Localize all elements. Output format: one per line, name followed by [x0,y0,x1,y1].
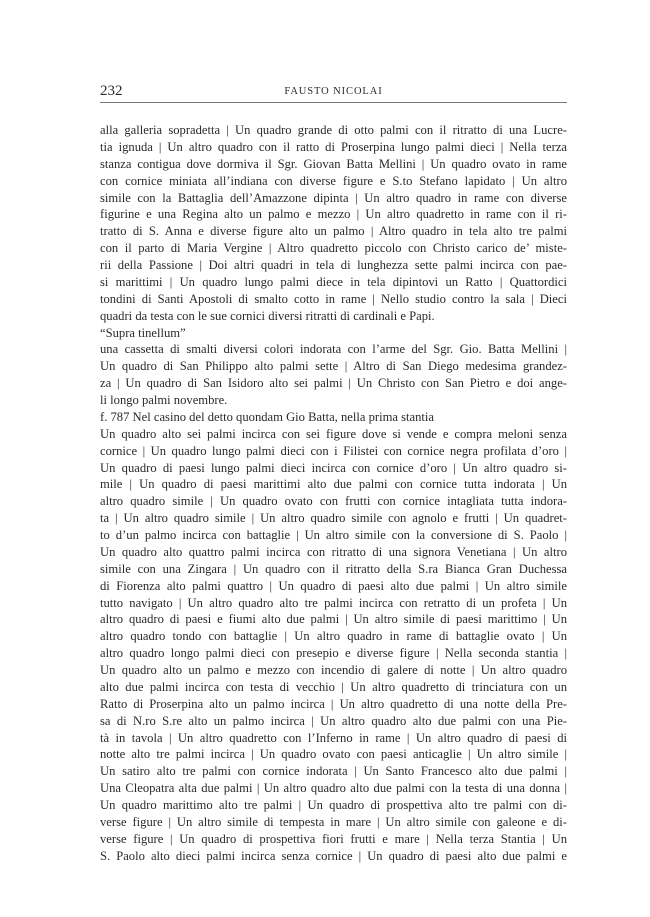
text-line: Un quadro di paesi lungo palmi dieci incirca con cornice d’oro | Un altro quadro si- [100,460,567,475]
page-number: 232 [100,83,123,99]
text-line: alto due palmi incirca con testa di vecchio | Un altro quadretto di trinciatura con un [100,679,567,694]
text-line: notte alto tre palmi incirca | Un quadro ovato con paesi anticaglie | Un altro simile | [100,747,567,762]
text-line: tia ignuda | Un altro quadro con il ratto di Proserpina lungo palmi dieci | Nella terza [100,139,567,154]
text-line: ta | Un altro quadro simile | Un altro quadro simile con agnolo e frutti | Un quadret- [100,511,567,526]
text-line: altro quadro tondo con battaglie | Un altro quadro in rame di battaglie ovato | Un [100,629,567,644]
body-text [100,122,567,865]
text-line: mile | Un quadro di paesi marittimi alto due palmi con cornice tutta indorata | Un [100,477,567,492]
text-line: Un quadro alto sei palmi incirca con sei figure dove si vende e compra meloni senza [100,426,567,441]
text-line: altro quadro longo palmi dieci con presepio e diverse figure | Nella seconda stantia | [100,646,567,661]
text-line: quadri da testa con le sue cornici diversi ritratti di cardinali e Papi. [100,308,435,323]
running-head-author: FAUSTO NICOLAI [284,86,383,97]
text-line: simile con una Zingara | Un quadro con il ritratto della S.ra Bianca Gran Duchessa [100,561,567,576]
text-line: Un quadro alto quattro palmi incirca con ritratto di una signora Venetiana | Un altro [100,544,567,559]
text-line: Un satiro alto tre palmi con cornice indorata | Un Santo Francesco alto due palmi | [100,764,567,779]
text-line: tratto di S. Anna e diverse figure alto un palmo | Altro quadro in tela alto tre palmi [100,224,567,239]
text-line: Un quadro alto un palmo e mezzo con incendio di galere di notte | Un altro quadro [100,663,567,677]
text-line: di Fiorenza alto palmi quattro | Un quadro di paesi alto due palmi | Un altro simile [100,578,567,593]
running-header [100,82,567,104]
text-line: si marittimi | Un quadro lungo palmi diece in tela dipintovi un Ratto | Quattordici [100,274,567,289]
text-line: Un quadro marittimo alto tre palmi | Un quadro di prospettiva alto tre palmi con di- [100,798,567,812]
text-line: to d’un palmo incirca con battaglie | Un altro simile con la conversione di S. Paolo | [100,528,567,542]
text-line: altro quadro simile | Un quadro ovato con frutti con cornice intagliata tutta indora- [100,494,567,509]
text-line: Una Cleopatra alta due palmi | Un altro quadro alto due palmi con la testa di una donna | [100,781,567,796]
header-rule [100,102,567,103]
text-line: za | Un quadro di San Isidoro alto sei palmi | Un Christo con San Pietro e doi ange- [100,376,567,391]
text-line: verse figure | Un quadro di prospettiva fiori frutti e mare | Nella terza Stantia | Un [100,831,567,846]
text-line: Ratto di Proserpina alto un palmo incirca | Un altro quadretto di una notte della Pre- [100,696,567,711]
text-line: tondini di Santi Apostoli di smalto cotto in rame | Nello studio contro la sala | Dieci [100,291,567,306]
text-line: verse figure | Un altro simile di tempesta in mare | Un altro simile con galeone e di- [100,814,567,829]
text-line: Un quadro di San Philippo alto palmi sette | Altro di San Diego medesima grandez- [100,359,567,374]
text-line: S. Paolo alto dieci palmi incirca senza cornice | Un quadro di paesi alto due palmi e [100,848,567,863]
text-line: sa di N.ro S.re alto un palmo incirca | Un altro quadro alto due palmi con una Pie- [100,713,567,728]
text-line: f. 787 Nel casino del detto quondam Gio Batta, nella prima stantia [100,409,434,424]
text-line: stanza contigua dove dormiva il Sgr. Giovan Batta Mellini | Un quadro ovato in rame [100,156,567,171]
text-line: con cornice miniata all’indiana con diverse figure e S.to Stefano lapidato | Un altro [100,173,567,188]
text-line: cornice | Un quadro lungo palmi dieci con i Filistei con cornice negra profilata d’oro | [100,443,567,458]
text-line: simile con la Battaglia dell’Amazzone dipinta | Un altro quadro in rame con diverse [100,190,567,205]
text-line: altro quadro di paesi e fiumi alto due palmi | Un altro simile di paesi marittimo | Un [100,612,567,627]
text-line: alla galleria sopradetta | Un quadro grande di otto palmi con il ritratto di una Lucre- [100,123,567,137]
text-line: li longo palmi novembre. [100,393,228,407]
text-line: “Supra tinellum” [100,325,186,340]
text-line: una cassetta di smalti diversi colori indorata con l’arme del Sgr. Gio. Batta Mellini | [100,342,567,357]
text-line: tutto navigato | Un altro quadro alto tre palmi incirca con retratto di un profeta | Un [100,595,567,610]
text-line: tà in tavola | Un altro quadretto con l’Inferno in rame | Un altro quadro di paesi di [100,730,567,745]
text-line: rii della Passione | Doi altri quadri in tela di lunghezza sette palmi incirca con pae- [100,258,567,272]
text-line: figurine e una Regina alto un palmo e mezzo | Un altro quadretto in rame con il ri- [100,207,567,222]
text-line: con il parto di Maria Vergine | Altro quadretto piccolo con Christo carico de’ miste- [100,241,567,256]
